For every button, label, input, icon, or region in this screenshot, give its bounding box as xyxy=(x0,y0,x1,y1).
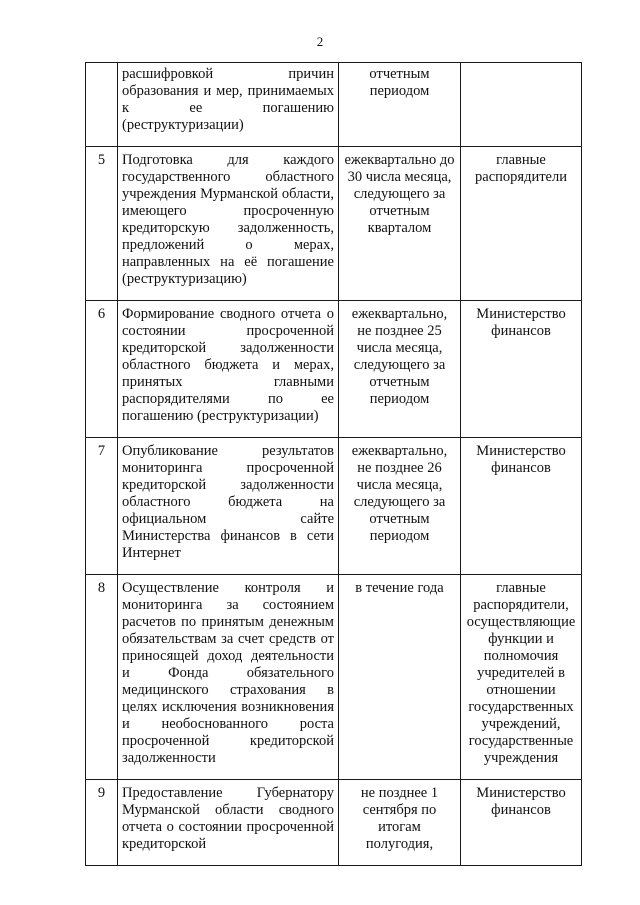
row-number: 7 xyxy=(86,438,118,575)
responsible-text: Министерство финансов xyxy=(461,301,582,438)
table-row xyxy=(86,780,582,866)
action-text: Предоставление Губернатору Мурманской области сводного отчета о состоянии просроченной кредиторской xyxy=(118,780,339,866)
row-number xyxy=(86,63,118,147)
action-plan-table xyxy=(85,62,582,866)
table-row xyxy=(86,147,582,301)
responsible-text xyxy=(461,63,582,147)
action-text: Опубликование результатов мониторинга просроченной кредиторской задолженности областного бюджета на официальном сайте Министерства финансов в сети Интернет xyxy=(118,438,339,575)
deadline-text: ежеквартально, не позднее 25 числа месяца, следующего за отчетным периодом xyxy=(339,301,461,438)
action-text: Формирование сводного отчета о состоянии просроченной кредиторской задолженности областного бюджета и мерах, принятых главными распорядителями по ее погашению (реструктуризации) xyxy=(118,301,339,438)
row-number: 6 xyxy=(86,301,118,438)
deadline-text: ежеквартально до 30 числа месяца, следующего за отчетным кварталом xyxy=(339,147,461,301)
row-number: 5 xyxy=(86,147,118,301)
row-number: 9 xyxy=(86,780,118,866)
row-number: 8 xyxy=(86,575,118,780)
responsible-text: Министерство финансов xyxy=(461,438,582,575)
deadline-text: ежеквартально, не позднее 26 числа месяца, следующего за отчетным периодом xyxy=(339,438,461,575)
deadline-text: отчетным периодом xyxy=(339,63,461,147)
action-text: Осуществление контроля и мониторинга за состоянием расчетов по принятым денежным обязательствам за счет средств от приносящей доход деятельности и Фонда обязательного медицинского страхования в целях исключения возникновения и необоснованного роста просроченной кредиторской задолженности xyxy=(118,575,339,780)
action-text: Подготовка для каждого государственного областного учреждения Мурманской области, имеющего просроченную кредиторскую задолженность, предложений о мерах, направленных на её погашение (реструктуризацию) xyxy=(118,147,339,301)
responsible-text: Министерство финансов xyxy=(461,780,582,866)
responsible-text: главные распорядители, осуществляющие функции и полномочия учредителей в отношении государственных учреждений, государственные учреждения xyxy=(461,575,582,780)
deadline-text: в течение года xyxy=(339,575,461,780)
table-row xyxy=(86,575,582,780)
responsible-text: главные распорядители xyxy=(461,147,582,301)
table-row xyxy=(86,63,582,147)
page-number: 2 xyxy=(316,34,324,49)
deadline-text: не позднее 1 сентября по итогам полугодия, xyxy=(339,780,461,866)
action-text: расшифровкой причин образования и мер, принимаемых к ее погашению (реструктуризации) xyxy=(118,63,339,147)
table-row xyxy=(86,301,582,438)
table-row xyxy=(86,438,582,575)
